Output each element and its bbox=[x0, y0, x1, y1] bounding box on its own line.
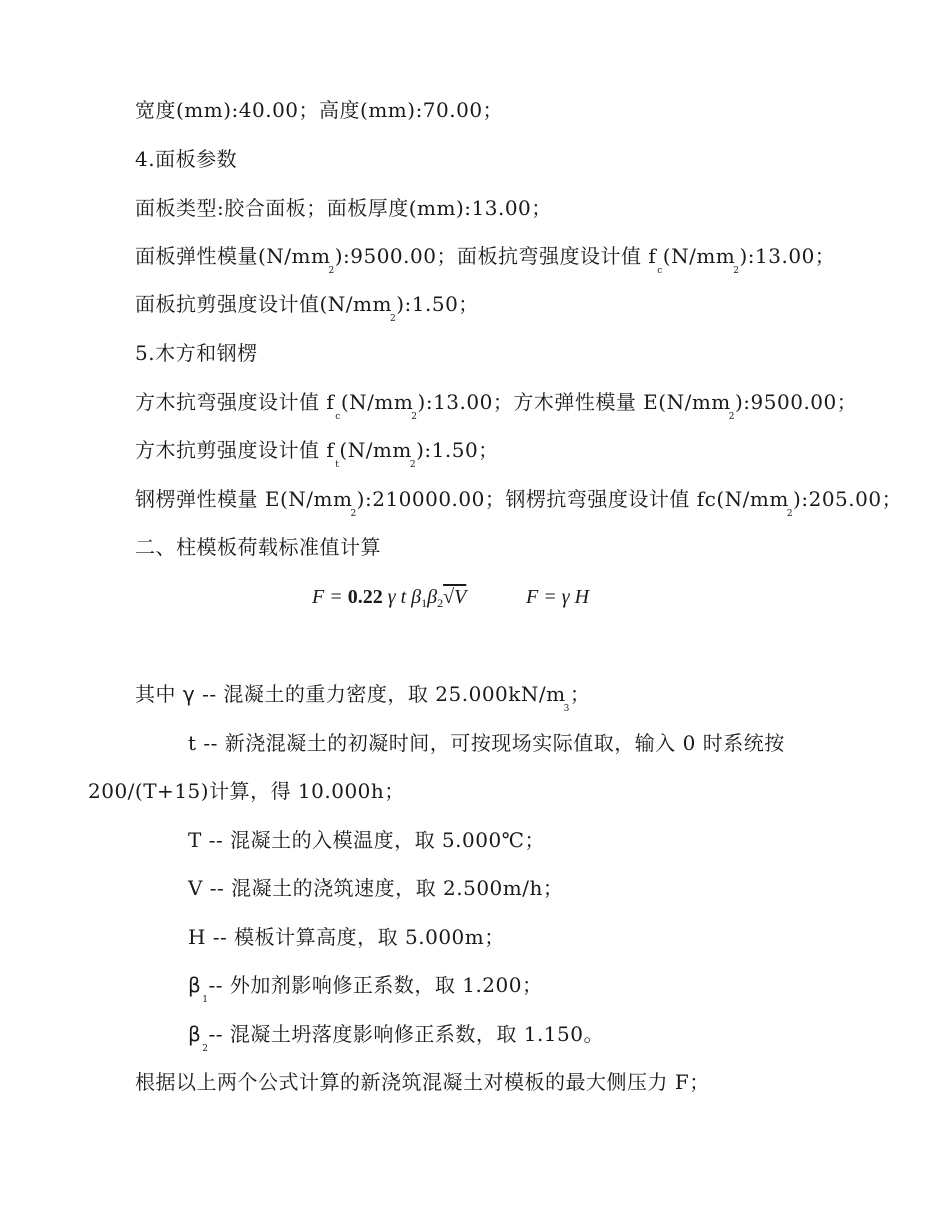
section-heading-panel-params: 4.面板参数 bbox=[135, 147, 238, 171]
beta2-definition-line: $\beta_2--$ 混凝土坍落度影响修正系数，取 1.150。 bbox=[188, 1022, 604, 1054]
formula-block bbox=[0, 582, 950, 616]
steel-modulus-line: 钢楞弹性模量 $E(N/mm_2):210000.00$；钢楞抗弯强度设计值 $fc(N/mm_2):205.00$； bbox=[135, 487, 903, 519]
t-definition-continuation: 200/(T+15)计算，得 10.000h； bbox=[88, 779, 405, 803]
dimension-line: 宽度(mm):40.00；高度(mm):70.00； bbox=[135, 98, 504, 122]
panel-shear-line: 面板抗剪强度设计值$(N/mm_2):1.50$； bbox=[135, 292, 479, 324]
velocity-definition-line: V -- 混凝土的浇筑速度，取 2.500m/h； bbox=[188, 876, 564, 900]
gamma-definition-line: 其中 γ -- 混凝土的重力密度，取 $25.000kN/m_3$； bbox=[135, 682, 591, 714]
timber-shear-line: 方木抗剪强度设计值 $f_t(N/mm_2):1.50$； bbox=[135, 438, 499, 470]
timber-bending-line: 方木抗弯强度设计值 $f_c(N/mm_2):13.00$；方木弹性模量 $E(N/mm_2):9500.00$； bbox=[135, 390, 858, 422]
beta-symbol: β bbox=[188, 1022, 202, 1046]
formula-two: F = γ H bbox=[526, 586, 590, 608]
gamma-symbol: γ bbox=[182, 682, 196, 706]
section-heading-timber-steel: 5.木方和钢楞 bbox=[135, 341, 258, 365]
conclusion-line: 根据以上两个公式计算的新浇筑混凝土对模板的最大侧压力 F； bbox=[135, 1070, 710, 1094]
formula-one: F = 0.22 γ t $\beta_1\beta_2√V$ bbox=[312, 586, 467, 610]
beta-symbol: β bbox=[188, 973, 202, 997]
panel-modulus-line: 面板弹性模量$(N/mm_2):9500.00$；面板抗弯强度设计值 $f_c(N/mm_2):13.00$； bbox=[135, 244, 836, 276]
height-definition-line: H -- 模板计算高度，取 5.000m； bbox=[188, 925, 505, 949]
section-heading-load-calc: 二、柱模板荷载标准值计算 bbox=[135, 535, 381, 559]
temperature-definition-line: T -- 混凝土的入模温度，取 5.000℃； bbox=[188, 828, 546, 852]
panel-type-line: 面板类型:胶合面板；面板厚度(mm):13.00； bbox=[135, 196, 552, 220]
t-definition-line: t -- 新浇混凝土的初凝时间，可按现场实际值取，输入 0 时系统按 bbox=[188, 731, 785, 755]
beta1-definition-line: $\beta_1--$ 外加剂影响修正系数，取 1.200； bbox=[188, 973, 543, 1005]
